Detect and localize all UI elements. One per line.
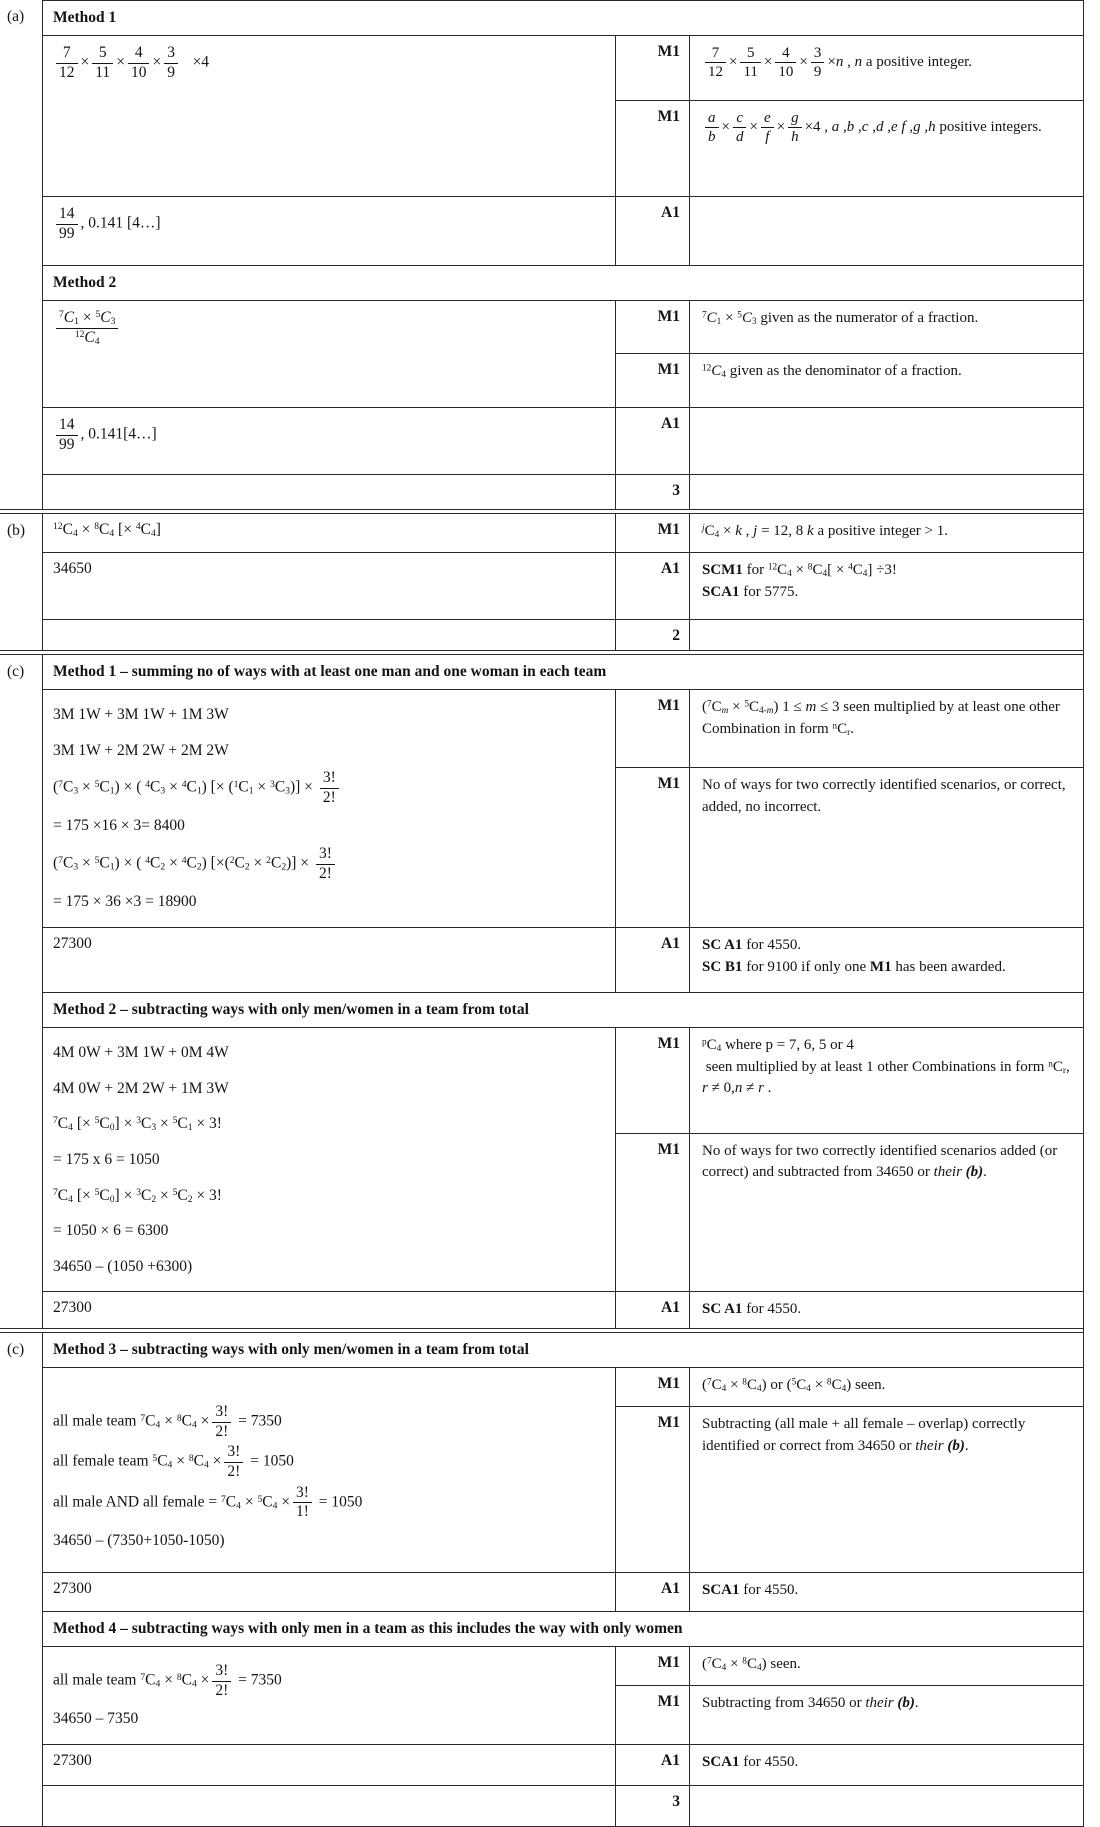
mark-cell: M1 — [615, 514, 690, 552]
mark-cell: A1 — [615, 408, 690, 474]
mark-cell: M1 — [615, 36, 690, 100]
answer-row — [43, 1291, 1083, 1328]
empty-cell — [43, 620, 615, 650]
note-cell: $^jC_4 \times k$ , j = 12, 8 k a positive integer > 1. — [702, 523, 948, 540]
note-cell: $\frac{a}{b}$ × $\frac{c}{d}$ × $\frac{e}{f}$ × $\frac{g}{h}$ ×4 , a ,b ,c ,d ,e f ,g ,h positive integers. — [690, 100, 1083, 196]
total-row — [43, 619, 1083, 650]
note-cell: $(^7C_4 \times ^8C_4)$ seen. — [702, 1656, 801, 1674]
mark-cell: A1 — [615, 197, 690, 265]
method-header: Method 2 — [43, 265, 1083, 300]
note-cell — [690, 197, 1083, 265]
mark-cell: A1 — [615, 928, 690, 992]
section-c-part2 — [0, 1333, 1083, 1826]
section-b-rows — [43, 514, 1083, 650]
answer-cell: 27300 — [53, 1299, 92, 1317]
answer-cell: 34650 — [53, 560, 92, 577]
working-row — [43, 1027, 1083, 1291]
answer-cell: 27300 — [53, 1580, 92, 1598]
mark-cell: M1 — [615, 1647, 690, 1684]
answer-cell: 27300 — [53, 934, 92, 952]
part-label: (c) — [0, 655, 43, 1328]
mark-cell: M1 — [615, 1133, 690, 1292]
note-cell: Subtracting from 34650 or their (b). — [690, 1685, 1083, 1744]
note-cell: $^{12}C_4$ given as the denominator of a fraction. — [690, 353, 1083, 407]
method-header: Method 4 – subtracting ways with only men in a team as this includes the way with only women — [43, 1611, 1083, 1646]
note-cell: $(^7C_m \times ^5C_{4-m}) 1 \le m \le 3$ seen multiplied by at least one other Combination in form $^nC_r$. — [702, 699, 1060, 738]
section-b — [0, 514, 1083, 650]
mark-cell: M1 — [615, 1368, 690, 1406]
mark-cell: M1 — [615, 690, 690, 767]
mark-cell: M1 — [615, 1028, 690, 1133]
answer-row — [43, 407, 1083, 474]
mark-cell: M1 — [615, 301, 690, 353]
mark-cell: M1 — [615, 353, 690, 407]
working-row — [43, 35, 1083, 196]
total-row — [43, 474, 1083, 509]
note-cell: No of ways for two correctly identified scenarios added (or correct) and subtracted from 34650 or their (b). — [690, 1133, 1083, 1292]
working-row — [43, 689, 1083, 927]
answer-row — [43, 1572, 1083, 1611]
mark-cell: A1 — [615, 553, 690, 619]
note-cell: Subtracting (all male + all female – overlap) correctly identified or correct from 34650 or their (b). — [690, 1406, 1083, 1572]
total-marks: 3 — [615, 475, 690, 509]
working-cell: $\frac{7}{12}$ × $\frac{5}{11}$ × $\frac{4}{10}$ × $\frac{3}{9}$ ×4 — [43, 36, 615, 196]
mark-cell: A1 — [615, 1745, 690, 1785]
total-marks: 3 — [615, 1786, 690, 1826]
answer-cell: $\frac{14}{99}$ , 0.141[4…] — [43, 408, 615, 474]
mark-cell: M1 — [615, 100, 690, 196]
empty-cell — [43, 1786, 615, 1826]
working-cell: $\frac{^7C_1 \times ^5C_3}{^{12}C_4}$ — [43, 301, 615, 407]
section-c-part1 — [0, 655, 1083, 1328]
mark-cell: A1 — [615, 1573, 690, 1611]
note-cell — [690, 408, 1083, 474]
working-cell: $^{12}C_4 \times ^8C_4$ [× $^4C_4$] — [53, 521, 161, 539]
answer-row — [43, 1744, 1083, 1785]
part-label: (c) — [0, 1333, 43, 1826]
note-cell: SCA1 for 4550. — [702, 1582, 799, 1599]
note-cell: No of ways for two correctly identified scenarios, or correct, added, no incorrect. — [690, 767, 1083, 926]
mark-cell: M1 — [615, 767, 690, 926]
empty-cell — [43, 475, 615, 509]
answer-row — [43, 196, 1083, 265]
working-row — [43, 1646, 1083, 1744]
note-cell: $(^7C_4 \times ^8C_4)$ or $(^5C_4 \times ^8C_4)$ seen. — [702, 1377, 886, 1395]
section-a-rows — [43, 0, 1083, 509]
note-cell: SC A1 for 4550. — [702, 1301, 802, 1318]
method-header: Method 1 – summing no of ways with at least one man and one woman in each team — [53, 663, 607, 680]
note-cell: SCM1 for $^{12}C_4 \times ^8C_4[ \times ^4C_4] \div 3$! SCA1 for 5775. — [702, 562, 897, 600]
working-row — [43, 514, 1083, 552]
working-row — [43, 1367, 1083, 1572]
section-c2-rows — [43, 1333, 1083, 1826]
answer-row — [43, 927, 1083, 992]
part-label: (a) — [0, 0, 43, 509]
empty-cell — [690, 620, 1083, 650]
section-a — [0, 0, 1083, 509]
mark-cell: M1 — [615, 1685, 690, 1744]
mark-cell: A1 — [615, 1292, 690, 1328]
note-cell: $^pC_4$ where p = 7, 6, 5 or 4 seen multiplied by at least 1 other Combinations in form $^nC_r$, r ≠ 0,n ≠ r . — [702, 1036, 1070, 1097]
working-row — [43, 300, 1083, 407]
answer-cell: 27300 — [53, 1752, 92, 1769]
method-header: Method 2 – subtracting ways with only men/women in a team from total — [43, 992, 1083, 1027]
total-marks: 2 — [615, 620, 690, 650]
total-row — [43, 1785, 1083, 1826]
method-header: Method 1 — [53, 9, 117, 26]
empty-cell — [690, 475, 1083, 509]
empty-cell — [690, 1786, 1083, 1826]
note-cell: SCA1 for 4550. — [702, 1754, 799, 1770]
section-c1-rows — [43, 655, 1083, 1328]
note-cell: $\frac{7}{12}$ × $\frac{5}{11}$ × $\frac{4}{10}$ × $\frac{3}{9}$ ×n , n a positive integer. — [690, 36, 1083, 100]
working-cell: 4M 0W + 3M 1W + 0M 4W 4M 0W + 2M 2W + 1M 3W $^7C_4$ [× $^5C_0] \times ^3C_3 \times ^5C_1 \times 3$! = 175 x 6 = 1050 $^7C_4$ [× $^5C_0] \times ^3C_2 \times ^5C_2 \times 3$! = 1050 × 6 = 6300 34650 – (1050 +6300) — [53, 1043, 229, 1275]
answer-row — [43, 552, 1083, 619]
working-cell: 3M 1W + 3M 1W + 1M 3W 3M 1W + 2M 2W + 2M 2W $(^7C_3 \times ^5C_1)$ × ( $^4C_3 \times ^4C_1$) [× $(^1C_1 \times ^3C_3)$] × $\frac{3!}{2!}$ = 175 ×16 × 3= 8400 $(^7C_3 \times ^5C_1)$ × ( $^4C_2 \times ^4C_2$) $[\times(^2C_2 \times ^2C_2)]$ × $\frac{3!}{2!}$ = 175 × 36 ×3 = 18900 — [43, 690, 615, 927]
answer-cell: $\frac{14}{99}$ , 0.141 [4…] — [43, 197, 615, 265]
note-cell: $^7C_1 \times ^5C_3$ given as the numerator of a fraction. — [702, 310, 979, 327]
part-label: (b) — [0, 514, 43, 650]
mark-cell: M1 — [615, 1406, 690, 1572]
note-cell: SC A1 for 4550. SC B1 for 9100 if only one M1 has been awarded. — [702, 936, 1006, 975]
method-header: Method 3 – subtracting ways with only men/women in a team from total — [53, 1341, 529, 1359]
working-cell: all male team $^7C_4 \times ^8C_4$ × $\frac{3!}{2!}$ = 7350 all female team $^5C_4 \times ^8C_4$ × $\frac{3!}{2!}$ = 1050 all male AND all female = $^7C_4 \times ^5C_4$ × $\frac{3!}{1!}$ = 1050 34650 – (7350+1050-1050) — [53, 1403, 363, 1549]
working-cell: all male team $^7C_4 \times ^8C_4$ × $\frac{3!}{2!}$ = 7350 34650 – 7350 — [53, 1662, 282, 1728]
